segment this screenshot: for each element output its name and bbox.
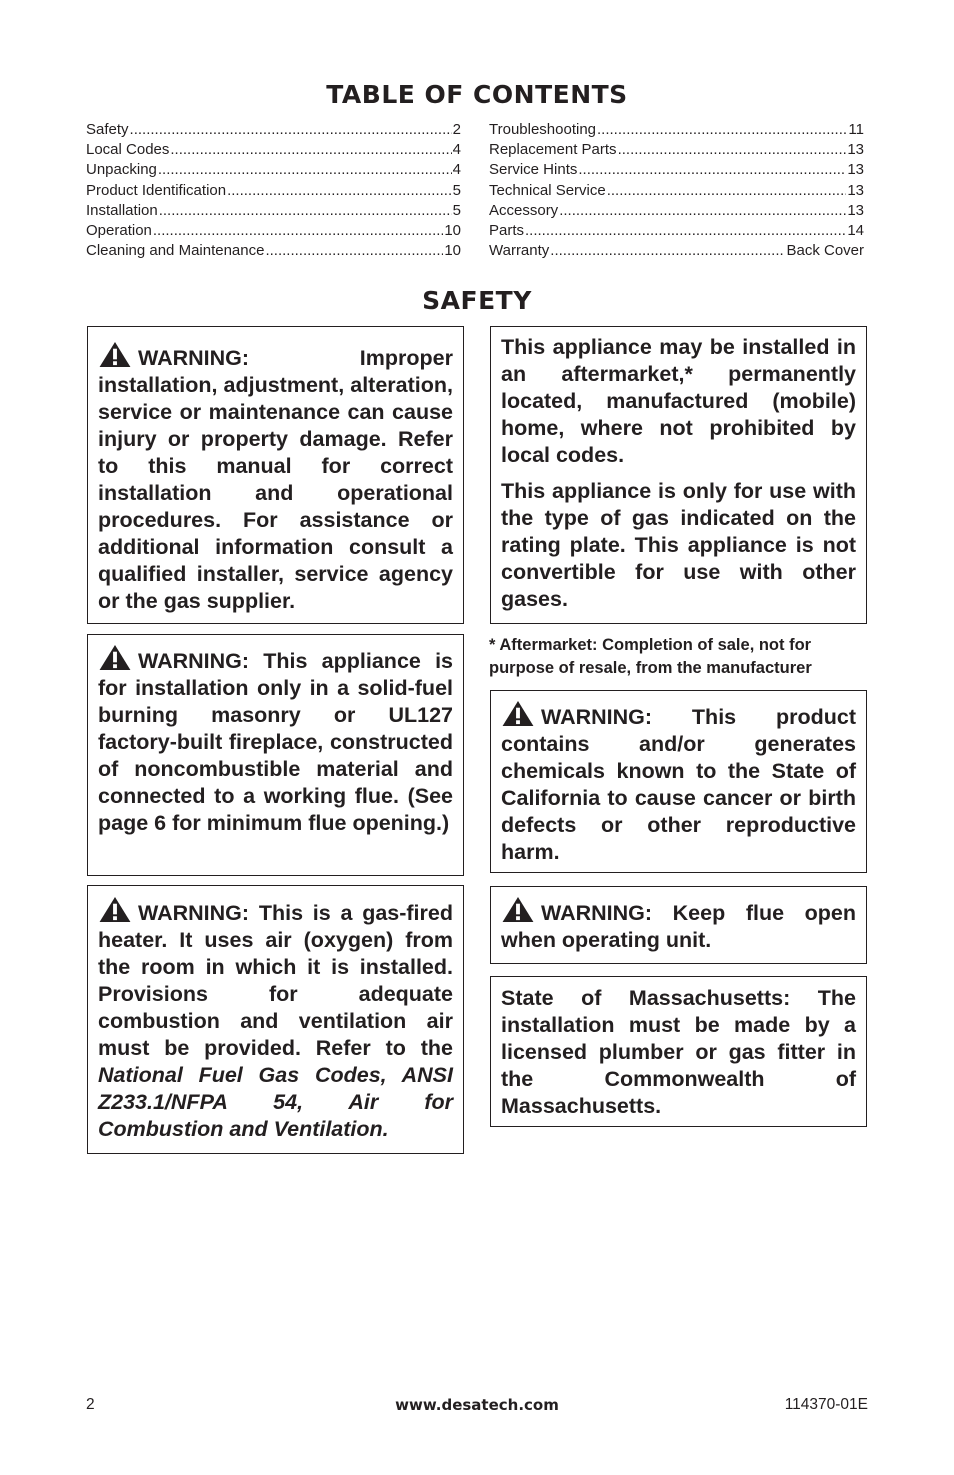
- warning-california-chemicals: [490, 690, 867, 873]
- toc-leader-dots: [153, 221, 443, 241]
- massachusetts-notice: [490, 976, 867, 1127]
- toc-entry-label: Troubleshooting: [489, 121, 597, 138]
- toc-entry[interactable]: [489, 140, 864, 160]
- toc-leader-dots: [170, 140, 451, 160]
- warning-keep-flue-open: [490, 886, 867, 964]
- toc-entry[interactable]: [86, 241, 461, 261]
- info-mobile-home-gas-type: [490, 326, 867, 624]
- toc-entry-label: Service Hints: [489, 161, 578, 179]
- toc-entry-label: Safety: [86, 121, 129, 138]
- toc-entry-page: 5: [452, 201, 461, 219]
- toc-entry[interactable]: [489, 120, 864, 140]
- toc-entry[interactable]: [489, 201, 864, 221]
- toc-entry-page: 10: [444, 242, 461, 260]
- toc-entry[interactable]: [489, 241, 864, 261]
- toc-leader-dots: [130, 120, 452, 140]
- warning-gas-fired-heater-text: WARNING: This is a gas-fired heater. It uses air (oxygen) from the room in which it is installed. Provisions for adequate combustion and ventilation air must be provided. Refer to the: [98, 901, 453, 1060]
- warning-installation-fireplace-text: WARNING: This appliance is for installation only in a solid-fuel burning masonry or UL127 factory-built fireplace, constructed of noncombustible material and connected to a working flue. (See page 6 for minimum flue opening.): [98, 649, 453, 835]
- toc-leader-dots: [578, 160, 846, 180]
- toc-entry[interactable]: [86, 120, 461, 140]
- toc-entry-label: Product Identification: [86, 181, 227, 199]
- toc-leader-dots: [158, 160, 452, 180]
- toc-leader-dots: [559, 201, 846, 221]
- toc-entry-label: Operation: [86, 221, 152, 239]
- toc-entry-page: 14: [847, 221, 864, 239]
- toc-entry[interactable]: [86, 181, 461, 201]
- toc-entry-label: Local Codes: [86, 141, 170, 159]
- toc-leader-dots: [525, 221, 846, 241]
- warning-triangle-icon: [98, 896, 132, 923]
- toc-entry-page: 10: [444, 221, 461, 239]
- toc-leader-dots: [159, 201, 452, 221]
- toc-entry-page: 13: [847, 201, 864, 219]
- toc-leader-dots: [618, 140, 847, 160]
- toc-entry[interactable]: [489, 160, 864, 180]
- warning-improper-installation-text: WARNING: Improper installation, adjustment, alteration, service or maintenance can cause injury or property damage. Refer to this manual for correct installation and operational procedures. For assistance or additional information consult a qualified installer, service agency or the gas supplier.: [98, 346, 453, 613]
- toc-title: TABLE OF CONTENTS: [326, 80, 628, 109]
- info-gas-type-text: This appliance is only for use with the type of gas indicated on the rating plate. This appliance is not convertible for use with other gases.: [501, 479, 856, 611]
- toc-entry-page: 13: [847, 141, 864, 159]
- website-link[interactable]: www.desatech.com: [395, 1396, 559, 1414]
- toc-leader-dots: [607, 181, 847, 201]
- warning-california-chemicals-text: WARNING: This product contains and/or generates chemicals known to the State of California to cause cancer or birth defects or other reproductive harm.: [501, 705, 856, 864]
- toc-entry-label: Accessory: [489, 201, 559, 219]
- massachusetts-notice-text: State of Massachusetts: The installation must be made by a licensed plumber or gas fitter in the Commonwealth of Massachusetts.: [501, 986, 856, 1118]
- info-mobile-home-text: This appliance may be installed in an aftermarket,* permanently located, manufactured (mobile) home, where not prohibited by local codes.: [501, 335, 856, 467]
- toc-entry[interactable]: [86, 201, 461, 221]
- toc-entry-label: Installation: [86, 201, 158, 219]
- toc-entry-page: 4: [452, 161, 461, 179]
- toc-entry-page: 2: [452, 121, 461, 138]
- toc-leader-dots: [550, 241, 785, 261]
- warning-gas-fired-heater: [87, 885, 464, 1154]
- warning-triangle-icon: [501, 896, 535, 923]
- warning-triangle-icon: [501, 700, 535, 727]
- toc-entry-page: 4: [452, 141, 461, 159]
- toc-entry-page: 11: [848, 121, 864, 138]
- toc-entry-page: Back Cover: [786, 242, 864, 260]
- toc-leader-dots: [227, 181, 452, 201]
- toc-entry-label: Technical Service: [489, 181, 606, 199]
- codes-reference: National Fuel Gas Codes, ANSI Z233.1/NFPA 54, Air for Combustion and Ventilation.: [98, 1063, 453, 1141]
- toc-entry-label: Parts: [489, 221, 525, 239]
- document-code: 114370-01E: [784, 1396, 868, 1413]
- warning-installation-fireplace: [87, 634, 464, 876]
- toc-entry[interactable]: [489, 221, 864, 241]
- toc-left-column: [86, 120, 461, 261]
- toc-entry-page: 13: [847, 181, 864, 199]
- aftermarket-note: * Aftermarket: Completion of sale, not for purpose of resale, from the manufacturer: [489, 636, 812, 677]
- safety-title: SAFETY: [422, 286, 532, 315]
- page-number: 2: [86, 1396, 95, 1413]
- toc-right-column: [489, 120, 864, 261]
- toc-entry-label: Warranty: [489, 242, 550, 260]
- toc-entry[interactable]: [86, 160, 461, 180]
- warning-improper-installation: [87, 326, 464, 624]
- warning-triangle-icon: [98, 644, 132, 671]
- toc-leader-dots: [265, 241, 443, 261]
- toc-leader-dots: [597, 120, 847, 140]
- toc-entry-label: Unpacking: [86, 161, 157, 179]
- toc-entry[interactable]: [489, 181, 864, 201]
- toc-entry-page: 5: [452, 181, 461, 199]
- warning-keep-flue-open-text: WARNING: Keep flue open when operating unit.: [501, 901, 856, 952]
- toc-entry[interactable]: [86, 221, 461, 241]
- toc-entry-label: Replacement Parts: [489, 141, 617, 159]
- toc-entry-page: 13: [847, 161, 864, 179]
- toc-entry[interactable]: [86, 140, 461, 160]
- warning-triangle-icon: [98, 341, 132, 368]
- toc-entry-label: Cleaning and Maintenance: [86, 242, 265, 260]
